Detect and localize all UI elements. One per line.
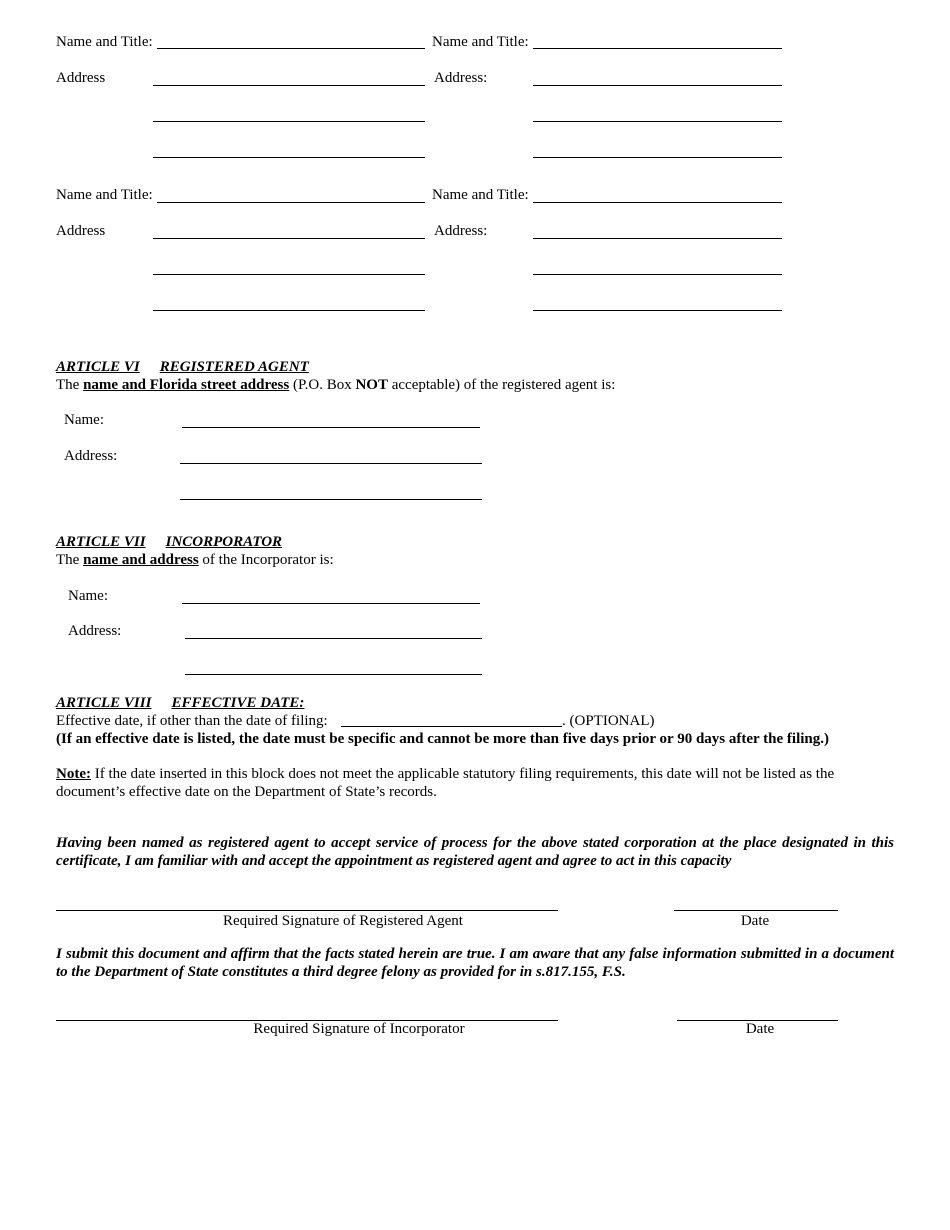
effective-date-note <box>56 765 894 801</box>
officer1-address-line-2[interactable] <box>153 121 425 122</box>
officer4-name-title-label: Name and Title: <box>432 187 529 203</box>
registered-agent-date-field[interactable] <box>674 910 838 911</box>
officer2-name-title-field[interactable] <box>533 48 782 49</box>
officer2-address-label: Address: <box>434 70 488 86</box>
officer3-address-line-1[interactable] <box>153 238 425 239</box>
article7-intro-bold: name and address <box>83 552 199 568</box>
article6-heading-title: REGISTERED AGENT <box>159 359 309 375</box>
officer2-name-title-label: Name and Title: <box>432 34 529 50</box>
registered-agent-address-line-2[interactable] <box>180 499 482 500</box>
article6-address-label: Address: <box>64 448 118 464</box>
article6-intro-not: NOT <box>355 377 388 393</box>
article7-heading <box>56 533 282 551</box>
officer2-address-line-1[interactable] <box>533 85 782 86</box>
officer1-address-line-3[interactable] <box>153 157 425 158</box>
officer4-name-title-field[interactable] <box>533 202 782 203</box>
article6-intro <box>56 376 615 394</box>
article6-heading-number: ARTICLE VI <box>56 359 140 375</box>
officer3-address-line-3[interactable] <box>153 310 425 311</box>
officer3-address-line-2[interactable] <box>153 274 425 275</box>
article7-heading-title: INCORPORATOR <box>165 534 283 550</box>
officer1-name-title-label: Name and Title: <box>56 34 153 50</box>
registered-agent-address-line-1[interactable] <box>180 463 482 464</box>
article8-heading-title: EFFECTIVE DATE: <box>171 695 305 711</box>
registered-agent-signature-field[interactable] <box>56 910 558 911</box>
article8-heading-number: ARTICLE VIII <box>56 695 152 711</box>
agent-acceptance-statement: Having been named as registered agent to accept service of process for the above stated corporation at the place designated in this certificate, I am familiar with and accept the appointment as registered agent and agree to act in this capacity <box>56 835 894 869</box>
article7-name-label: Name: <box>68 588 108 604</box>
officer1-name-title-field[interactable] <box>157 48 425 49</box>
officer3-name-title-field[interactable] <box>157 202 425 203</box>
effective-date-field[interactable] <box>341 726 562 727</box>
article6-intro-end: acceptable) of the registered agent is: <box>387 377 616 393</box>
officer3-name-title-label: Name and Title: <box>56 187 153 203</box>
article6-name-label: Name: <box>64 412 104 428</box>
officer4-address-line-3[interactable] <box>533 310 782 311</box>
note-label: Note: <box>56 766 91 782</box>
incorporator-date-label: Date <box>745 1021 775 1037</box>
article6-intro-mid: (P.O. Box <box>289 377 356 393</box>
incorporator-signature-label: Required Signature of Incorporator <box>253 1021 465 1037</box>
registered-agent-date-label: Date <box>740 913 770 929</box>
article7-intro-the: The <box>56 552 80 568</box>
incorporator-address-line-2[interactable] <box>185 674 482 675</box>
note-text: If the date inserted in this block does not meet the applicable statutory filing requirements, this date will not be listed as the document’s effective date on the Department of State’s records. <box>56 766 835 800</box>
officer2-address-line-2[interactable] <box>533 121 782 122</box>
incorporator-address-line-1[interactable] <box>185 638 482 639</box>
effective-date-optional: . (OPTIONAL) <box>562 713 655 729</box>
officer2-address-line-3[interactable] <box>533 157 782 158</box>
registered-agent-name-field[interactable] <box>182 427 480 428</box>
article7-heading-number: ARTICLE VII <box>56 534 146 550</box>
article7-address-label: Address: <box>68 623 122 639</box>
article6-heading <box>56 358 309 376</box>
officer4-address-line-1[interactable] <box>533 238 782 239</box>
article6-intro-bold: name and Florida street address <box>83 377 290 393</box>
registered-agent-signature-label: Required Signature of Registered Agent <box>223 913 463 929</box>
effective-date-label: Effective date, if other than the date of filing: <box>56 713 328 729</box>
article8-heading <box>56 694 304 712</box>
officer1-address-line-1[interactable] <box>153 85 425 86</box>
incorporator-affirmation-statement: I submit this document and affirm that the facts stated herein are true. I am aware that any false information submitted in a document to the Department of State constitutes a third degree felony as provided for in s.817.155, F.S. <box>56 946 894 980</box>
article6-intro-the: The <box>56 377 80 393</box>
officer3-address-label: Address <box>56 223 106 239</box>
officer1-address-label: Address <box>56 70 106 86</box>
incorporator-name-field[interactable] <box>182 603 480 604</box>
article7-intro-end: of the Incorporator is: <box>198 552 334 568</box>
article7-intro <box>56 551 334 569</box>
officer4-address-line-2[interactable] <box>533 274 782 275</box>
effective-date-rule-note: (If an effective date is listed, the date must be specific and cannot be more than five days prior or 90 days after the filing.) <box>56 731 829 747</box>
officer4-address-label: Address: <box>434 223 488 239</box>
